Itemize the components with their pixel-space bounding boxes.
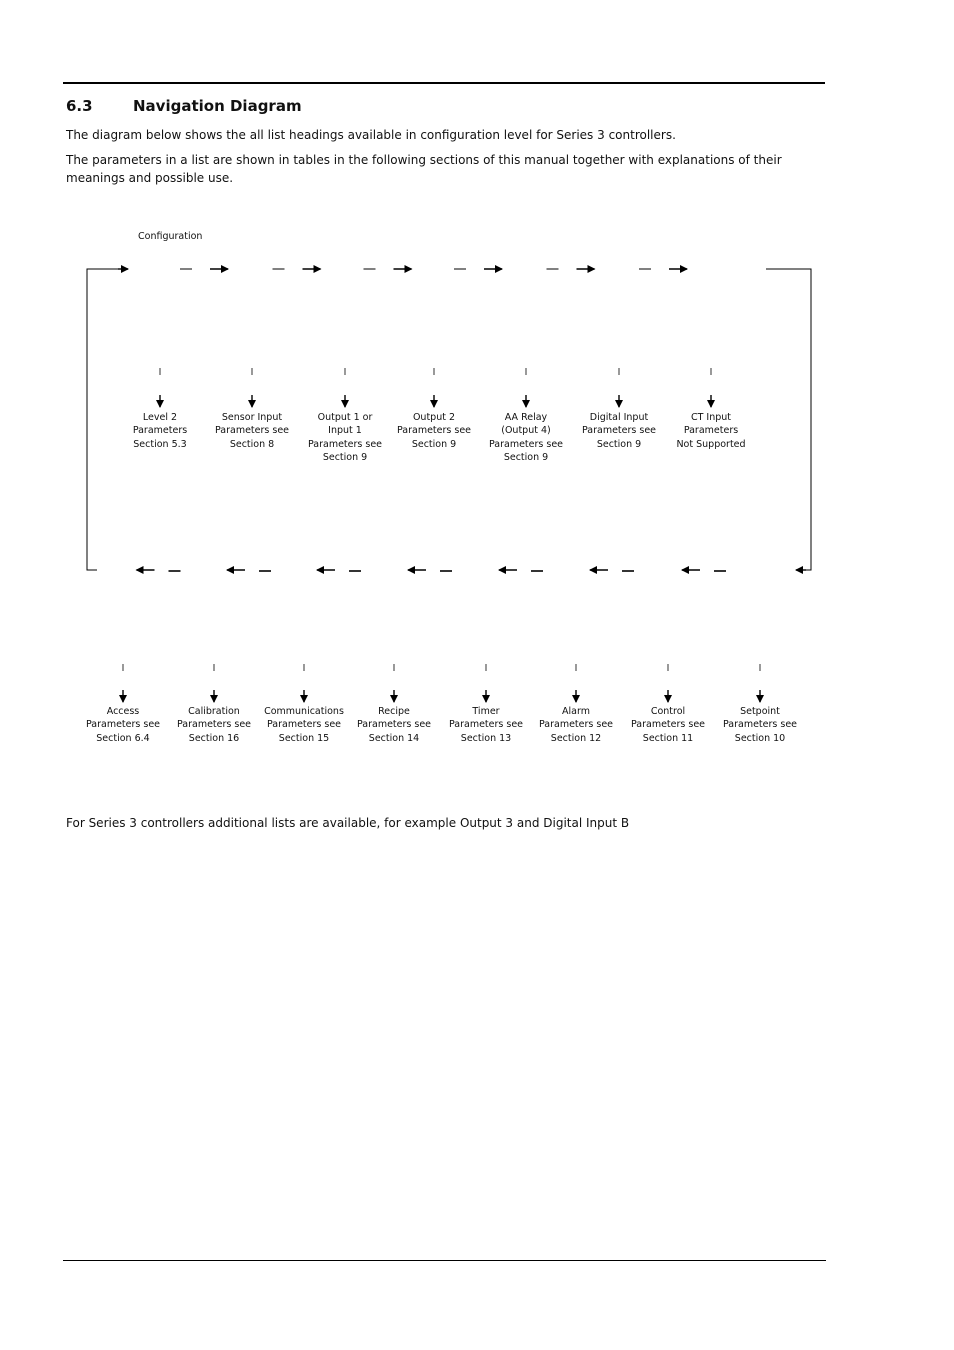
label-line: Section 9 <box>322 452 368 464</box>
configuration-label: Configuration <box>138 231 203 242</box>
list-heading-label <box>295 411 395 465</box>
label-line: Parameters see <box>214 425 290 437</box>
label-line: Calibration <box>188 706 240 717</box>
list-heading-label <box>710 705 810 745</box>
label-line: Parameters see <box>448 719 524 731</box>
list-heading-label <box>73 705 173 745</box>
list-heading-label <box>661 411 761 451</box>
label-line: Section 12 <box>550 732 602 744</box>
label-line: Output 2 <box>412 412 456 423</box>
label-line: Parameters <box>683 425 739 437</box>
label-line: Section 11 <box>642 732 694 744</box>
label-line: Parameters see <box>307 438 383 450</box>
label-line: Control <box>650 706 686 717</box>
list-heading-label <box>618 705 718 745</box>
label-line: Parameters see <box>85 719 161 731</box>
label-line: Output 1 or <box>317 412 373 423</box>
label-line: Alarm <box>562 706 590 717</box>
label-line: Section 16 <box>188 732 240 744</box>
label-line: Section 9 <box>503 452 549 464</box>
section-number: 6.3 <box>66 97 93 115</box>
label-line: (Output 4) <box>501 425 551 437</box>
footer-note: For Series 3 controllers additional lists are available, for example Output 3 and Digital Input B <box>66 816 630 830</box>
list-heading-label <box>254 705 354 745</box>
list-heading-label <box>384 411 484 451</box>
label-line: Section 6.4 <box>96 732 150 744</box>
intro-paragraph-2: The parameters in a list are shown in tables in the following sections of this manual together with explanations of their meanings and possible use. <box>66 153 782 185</box>
label-line: Section 8 <box>229 438 275 450</box>
intro-paragraph-1: The diagram below shows the all list headings available in configuration level for Series 3 controllers. <box>66 128 676 142</box>
label-line: Section 9 <box>596 438 642 450</box>
label-line: Section 10 <box>734 732 786 744</box>
bottom-rule <box>63 1260 826 1261</box>
label-line: Parameters see <box>396 425 472 437</box>
label-line: AA Relay <box>504 412 548 423</box>
label-line: Parameters see <box>356 719 432 731</box>
label-line: Parameters see <box>488 438 564 450</box>
list-heading-label <box>569 411 669 451</box>
label-line: Section 15 <box>278 732 330 744</box>
label-line: Input 1 <box>328 425 362 437</box>
section-title: Navigation Diagram <box>133 97 302 115</box>
label-line: Parameters see <box>176 719 252 731</box>
label-line: Section 5.3 <box>133 438 187 450</box>
label-line: CT Input <box>690 412 732 423</box>
list-heading-label <box>436 705 536 745</box>
list-heading-label <box>476 411 576 465</box>
label-line: Parameters see <box>581 425 657 437</box>
label-line: Parameters see <box>630 719 706 731</box>
label-line: Recipe <box>378 706 410 717</box>
bottom-flow-arrows <box>137 570 727 571</box>
label-line: Parameters see <box>538 719 614 731</box>
label-line: Sensor Input <box>221 412 283 423</box>
label-line: Parameters see <box>722 719 798 731</box>
list-heading-label <box>526 705 626 745</box>
label-line: Parameters <box>132 425 188 437</box>
label-line: Not Supported <box>676 438 746 450</box>
list-heading-label <box>110 411 210 451</box>
list-heading-label <box>164 705 264 745</box>
list-heading-label <box>202 411 302 451</box>
label-line: Section 14 <box>368 732 420 744</box>
label-line: Section 13 <box>460 732 512 744</box>
label-line: Parameters see <box>266 719 342 731</box>
label-line: Digital Input <box>589 412 649 423</box>
label-line: Level 2 <box>142 412 178 423</box>
label-line: Communications <box>264 706 344 717</box>
label-line: Section 9 <box>411 438 457 450</box>
loop-right-connector <box>784 269 811 570</box>
label-line: Access <box>106 706 140 717</box>
list-heading-label <box>344 705 444 745</box>
label-line: Timer <box>472 706 500 717</box>
label-line: Setpoint <box>740 706 780 717</box>
